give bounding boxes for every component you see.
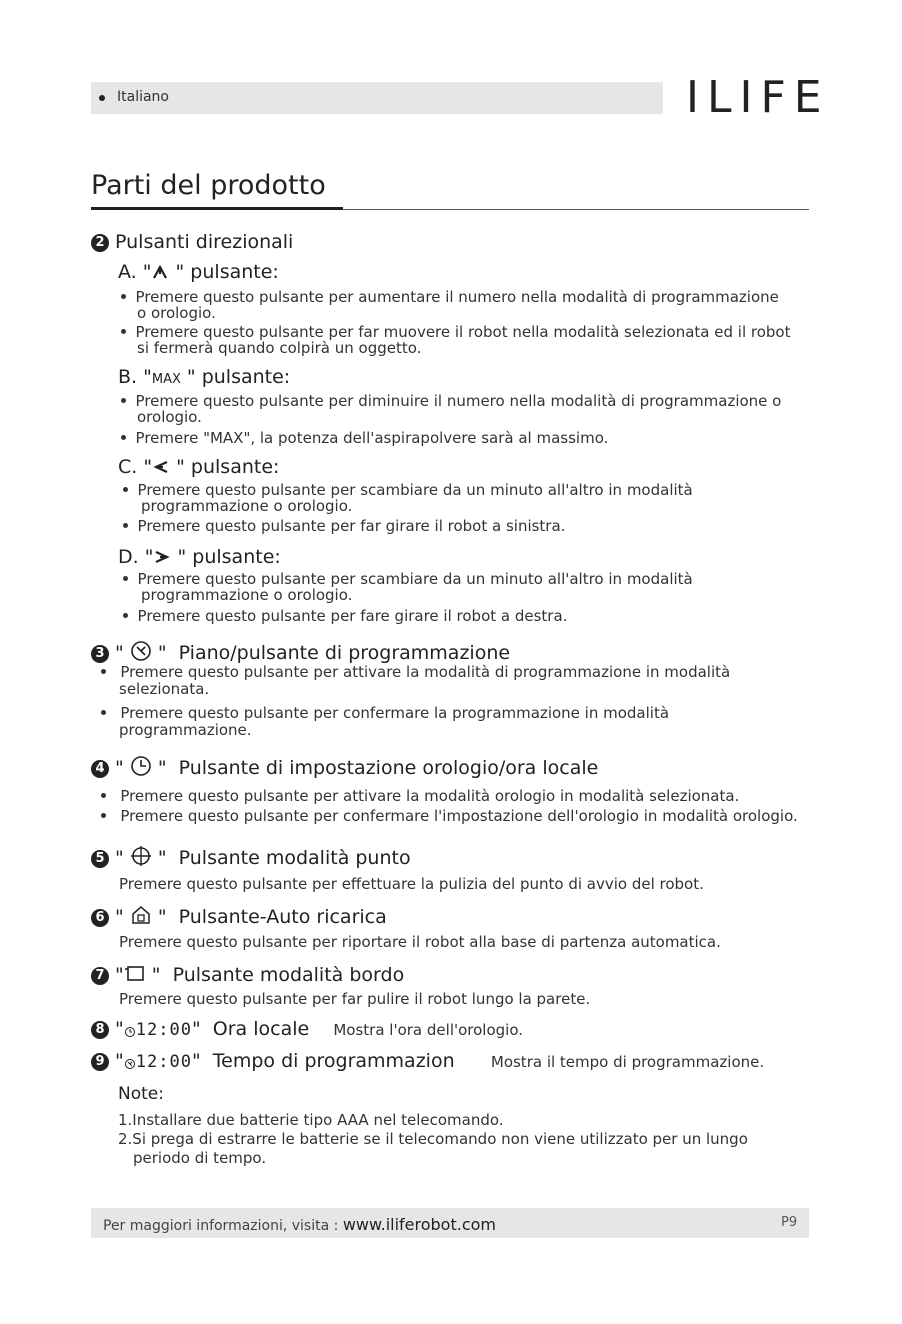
home-dock-icon	[130, 904, 152, 931]
list-item	[123, 608, 567, 625]
list-item-continued: orologio.	[137, 408, 202, 426]
bullet	[123, 613, 128, 618]
spot-target-icon	[130, 845, 152, 872]
section-title: Ora locale	[212, 1018, 310, 1040]
note-line-1: 1.Installare due batterie tipo AAA nel telecomando.	[118, 1111, 504, 1129]
heading-suffix: " pulsante:	[177, 546, 281, 568]
bullet	[101, 813, 106, 818]
list-item-continued: si fermerà quando colpirà un oggetto.	[137, 339, 422, 357]
list-text: Premere questo pulsante per far muovere il robot nella modalità selezionata ed il robot	[135, 323, 791, 341]
list-item	[101, 788, 739, 805]
website-link[interactable]: www.iliferobot.com	[342, 1215, 496, 1234]
list-item-continued: programmazione o orologio.	[141, 497, 353, 515]
bullet	[123, 576, 128, 581]
edge-mode-icon	[124, 962, 146, 989]
section-number: 6	[91, 909, 109, 927]
button-d-heading	[118, 546, 281, 571]
heading-prefix: D. "	[118, 546, 154, 568]
note-line-2: 2.Si prega di estrarre le batterie se il telecomando non viene utilizzato per un lungo	[118, 1130, 748, 1148]
list-item	[121, 289, 779, 306]
list-item-continued: programmazione o orologio.	[141, 586, 353, 604]
bullet	[121, 398, 126, 403]
section-2-heading	[91, 231, 293, 253]
title-underline	[91, 207, 343, 210]
section-8-text: Mostra l'ora dell'orologio.	[333, 1021, 524, 1039]
heading-suffix: " pulsante:	[175, 261, 279, 283]
section-number: 3	[91, 645, 109, 663]
list-text: Premere questo pulsante per attivare la modalità di programmazione in modalità	[120, 663, 731, 681]
list-item-continued: selezionata.	[119, 680, 210, 698]
arrow-up-icon	[151, 263, 169, 286]
bullet	[101, 669, 106, 674]
list-text: Premere questo pulsante per confermare la programmazione in modalità	[120, 704, 670, 722]
list-item	[101, 808, 798, 825]
list-item	[121, 430, 608, 447]
schedule-small-icon	[124, 1053, 136, 1075]
list-text: Premere questo pulsante per attivare la modalità orologio in modalità selezionata.	[120, 787, 740, 805]
section-number: 8	[91, 1021, 109, 1039]
section-5-heading: 5 " " Pulsante modalità punto	[91, 845, 411, 872]
section-8-heading: 8 " 12:00" Ora locale Mostra l'ora dell'orologio.	[91, 1018, 523, 1043]
button-b-heading	[118, 366, 290, 388]
list-text: Premere questo pulsante per diminuire il numero nella modalità di programmazione o	[135, 392, 782, 410]
section-9-text: Mostra il tempo di programmazione.	[490, 1053, 765, 1071]
heading-prefix: A. "	[118, 261, 152, 283]
max-label: MAX	[151, 372, 181, 387]
list-text: Premere questo pulsante per confermare l'impostazione dell'orologio in modalità orologio.	[120, 807, 798, 825]
button-c-heading	[118, 456, 279, 481]
schedule-display: 12:00	[135, 1052, 192, 1072]
clock-small-icon	[124, 1021, 136, 1043]
list-item-continued: o orologio.	[137, 304, 216, 322]
time-display: 12:00	[135, 1020, 192, 1040]
section-title: Piano/pulsante di programmazione	[178, 642, 511, 664]
section-number: 2	[91, 234, 109, 252]
footer-label: Per maggiori informazioni, visita :	[103, 1218, 343, 1234]
list-item	[101, 664, 730, 681]
heading-prefix: B. "	[118, 366, 152, 388]
section-4-heading: 4 " " Pulsante di impostazione orologio/ora locale	[91, 755, 598, 782]
page-title: Parti del prodotto	[91, 170, 326, 201]
bullet	[101, 710, 106, 715]
bullet	[121, 294, 126, 299]
section-3-heading: 3 " " Piano/pulsante di programmazione	[91, 640, 510, 667]
page-number: P9	[781, 1215, 798, 1230]
list-item	[121, 393, 781, 410]
language-bar	[91, 82, 663, 114]
section-number: 7	[91, 967, 109, 985]
list-text: Premere questo pulsante per scambiare da un minuto all'altro in modalità	[137, 481, 693, 499]
arrow-right-icon	[153, 548, 171, 571]
section-title: Tempo di programmazion	[212, 1050, 455, 1072]
section-6-text: Premere questo pulsante per riportare il robot alla base di partenza automatica.	[119, 933, 721, 951]
arrow-left-icon	[152, 458, 170, 481]
section-9-heading: 9 " 12:00" Tempo di programmazion Mostra il tempo di programmazione.	[91, 1050, 764, 1075]
section-7-text: Premere questo pulsante per far pulire il robot lungo la parete.	[119, 990, 591, 1008]
list-text: Premere "MAX", la potenza dell'aspirapolvere sarà al massimo.	[135, 429, 609, 447]
section-7-heading: 7 " " Pulsante modalità bordo	[91, 962, 404, 989]
list-text: Premere questo pulsante per aumentare il numero nella modalità di programmazione	[135, 288, 779, 306]
section-6-heading: 6 " " Pulsante-Auto ricarica	[91, 904, 387, 931]
section-5-text: Premere questo pulsante per effettuare la pulizia del punto di avvio del robot.	[119, 875, 704, 893]
bullet	[101, 793, 106, 798]
section-title: Pulsante di impostazione orologio/ora locale	[178, 757, 599, 779]
section-number: 9	[91, 1053, 109, 1071]
section-number: 5	[91, 850, 109, 868]
section-title: Pulsante modalità punto	[178, 847, 411, 869]
section-title: Pulsanti direzionali	[115, 231, 294, 253]
bullet	[123, 523, 128, 528]
footer	[103, 1215, 496, 1234]
section-title: Pulsante modalità bordo	[172, 964, 405, 986]
note-title: Note:	[118, 1084, 164, 1104]
bullet	[121, 329, 126, 334]
heading-suffix: " pulsante:	[176, 456, 280, 478]
list-text: Premere questo pulsante per fare girare il robot a destra.	[137, 607, 568, 625]
section-number: 4	[91, 760, 109, 778]
note-line-3: periodo di tempo.	[133, 1149, 267, 1167]
list-item	[101, 705, 669, 722]
clock-icon	[130, 755, 152, 782]
list-item	[123, 518, 565, 535]
bullet	[123, 487, 128, 492]
language-label: Italiano	[117, 89, 169, 105]
brand-logo: ILIFE	[686, 72, 830, 123]
button-a-heading	[118, 261, 279, 286]
language-bullet	[99, 95, 105, 101]
section-title: Pulsante-Auto ricarica	[178, 906, 387, 928]
heading-suffix: " pulsante:	[186, 366, 291, 388]
bullet	[121, 435, 126, 440]
heading-prefix: C. "	[118, 456, 153, 478]
list-text: Premere questo pulsante per scambiare da un minuto all'altro in modalità	[137, 570, 693, 588]
list-item-continued: programmazione.	[119, 721, 252, 739]
list-text: Premere questo pulsante per far girare il robot a sinistra.	[137, 517, 566, 535]
